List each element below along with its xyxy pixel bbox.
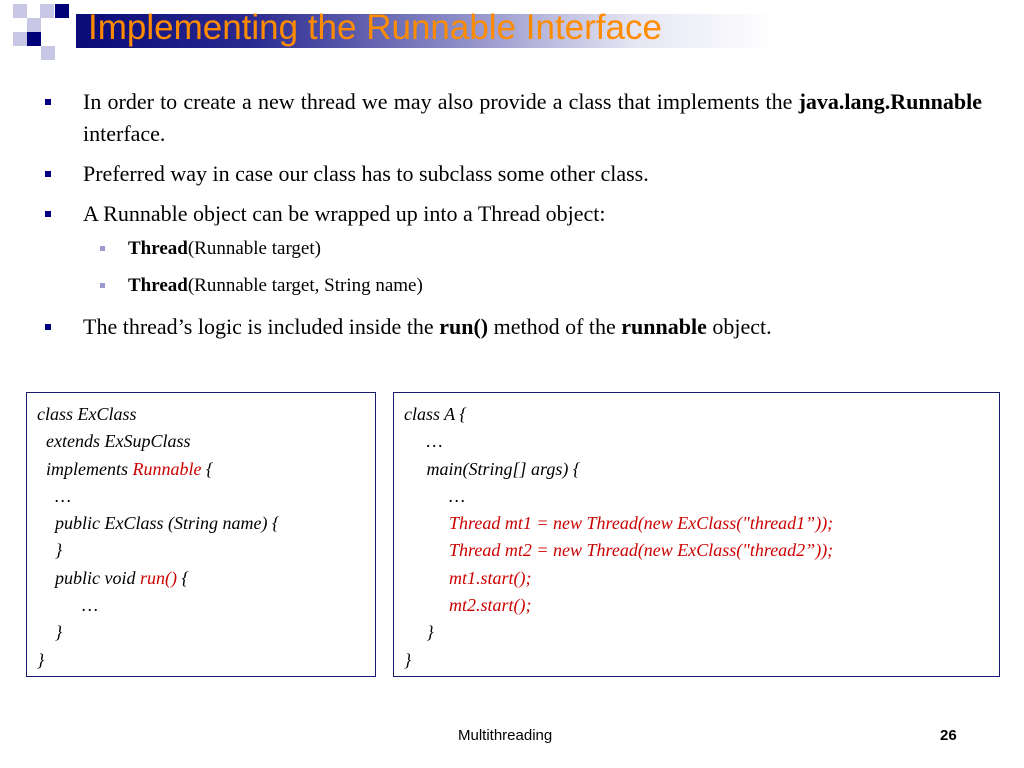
bullet-marker xyxy=(45,171,51,177)
code-line: } xyxy=(404,649,412,670)
code-line: public ExClass (String name) { xyxy=(37,513,280,534)
sub-bullet-marker xyxy=(100,246,105,251)
code-line-highlight: Thread mt2 = new Thread(new ExClass("thread2”)); xyxy=(404,540,834,561)
bullet-list xyxy=(40,86,982,351)
run-method: run() xyxy=(139,567,177,588)
sub-bullet-item: Thread(Runnable target, String name) xyxy=(40,273,982,299)
code-line-highlight: mt1.start(); xyxy=(404,567,532,588)
code-line: … xyxy=(37,485,72,506)
page-number: 26 xyxy=(940,727,957,744)
code-line: } xyxy=(37,540,63,561)
bullet-marker xyxy=(45,324,51,330)
footer-title: Multithreading xyxy=(458,727,553,744)
runnable-keyword: Runnable xyxy=(132,458,202,479)
code-line: class A { xyxy=(404,404,467,424)
code-line: … xyxy=(404,485,466,506)
bullet-item: The thread’s logic is included inside the run() method of the runnable object. xyxy=(40,311,982,343)
code-box-exclass xyxy=(26,392,376,677)
code-box-class-a xyxy=(393,392,1000,677)
code-line: } xyxy=(37,649,45,670)
sub-bullet-marker xyxy=(100,283,105,288)
code-line-highlight: Thread mt1 = new Thread(new ExClass("thread1”)); xyxy=(404,513,834,534)
code-line: public void run() { xyxy=(37,567,189,588)
code-line: … xyxy=(37,595,99,616)
bullet-item: In order to create a new thread we may also provide a class that implements the java.lang.Runnable interface. xyxy=(40,86,982,150)
code-line-highlight: mt2.start(); xyxy=(404,595,532,616)
bullet-item: A Runnable object can be wrapped up into a Thread object: xyxy=(40,198,982,230)
bullet-item: Preferred way in case our class has to subclass some other class. xyxy=(40,158,982,190)
bullet-marker xyxy=(45,99,51,105)
code-block xyxy=(37,401,279,674)
code-line: … xyxy=(404,431,443,452)
code-block xyxy=(404,401,833,674)
code-line: main(String[] args) { xyxy=(404,458,581,479)
code-line: class ExClass xyxy=(37,404,137,424)
code-line: implements Runnable { xyxy=(37,458,214,479)
code-line: } xyxy=(404,622,434,643)
sub-bullet-item: Thread(Runnable target) xyxy=(40,236,982,262)
slide-title: Implementing the Runnable Interface xyxy=(88,8,662,47)
code-line: } xyxy=(37,622,63,643)
code-line: extends ExSupClass xyxy=(37,431,191,452)
bullet-marker xyxy=(45,211,51,217)
